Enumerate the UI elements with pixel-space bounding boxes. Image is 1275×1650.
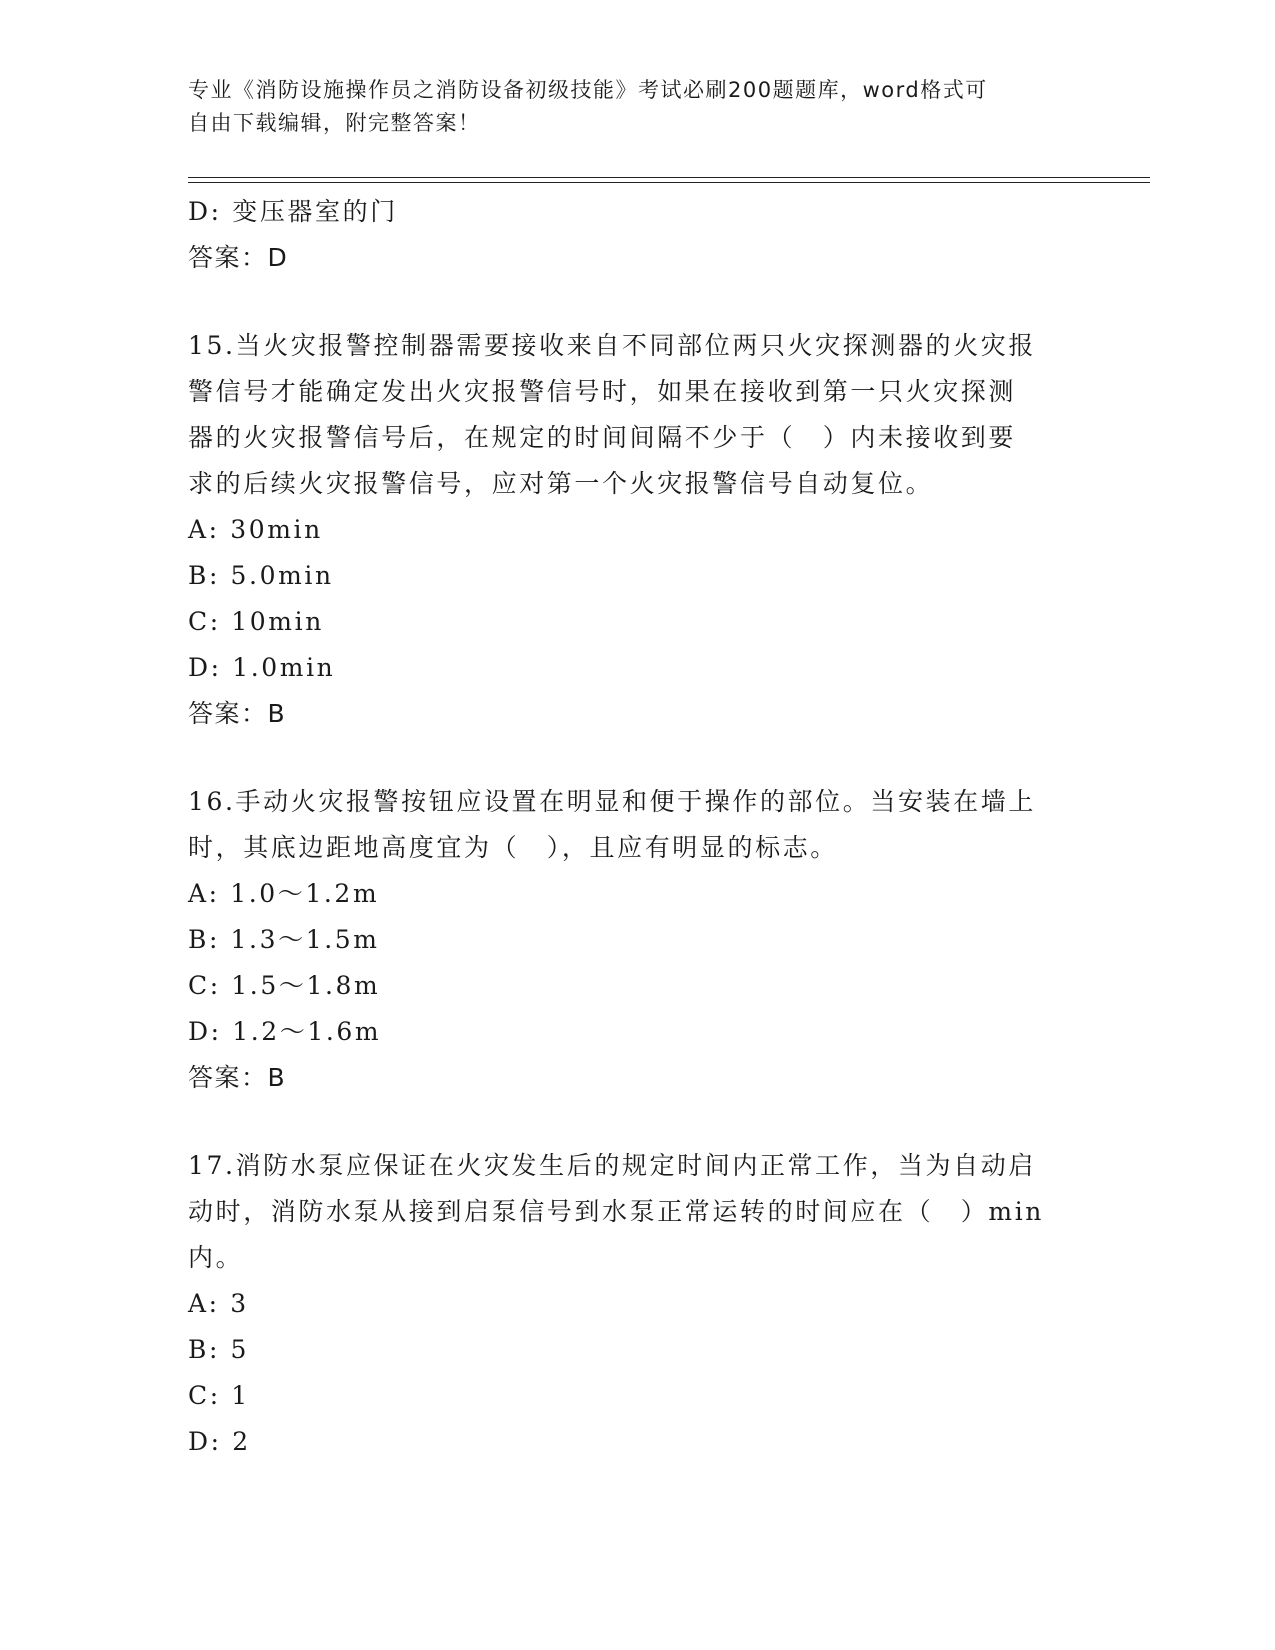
- prev-option-d: D: 变压器室的门: [188, 197, 398, 226]
- option-a: A: 30min: [188, 515, 323, 544]
- question-text-line: 动时，消防水泵从接到启泵信号到水泵正常运转的时间应在（ ）min: [188, 1197, 1045, 1226]
- header-rule-bottom: [188, 182, 1150, 183]
- option-a: A: 1.0～1.2m: [188, 879, 380, 908]
- question-text-line: 16.手动火灾报警按钮应设置在明显和便于操作的部位。当安装在墙上: [188, 787, 1036, 816]
- question-text-line: 器的火灾报警信号后，在规定的时间间隔不少于（ ）内未接收到要: [188, 423, 1017, 452]
- page-header: [188, 74, 1088, 140]
- question-text-line: 求的后续火灾报警信号，应对第一个火灾报警信号自动复位。: [188, 469, 934, 498]
- document-body: [188, 189, 1088, 1465]
- question-text-line: 15.当火灾报警控制器需要接收来自不同部位两只火灾探测器的火灾报: [188, 331, 1036, 360]
- prev-answer: 答案：D: [188, 243, 289, 272]
- question-text-line: 警信号才能确定发出火灾报警信号时，如果在接收到第一只火灾探测: [188, 377, 1017, 406]
- question-17: [188, 1143, 1088, 1465]
- question-text-line: 时，其底边距地高度宜为（ ），且应有明显的标志。: [188, 833, 838, 862]
- option-c: C: 1.5～1.8m: [188, 971, 381, 1000]
- header-line-2: 自由下载编辑，附完整答案！: [188, 111, 481, 135]
- option-d: D: 2: [188, 1427, 251, 1456]
- option-a: A: 3: [188, 1289, 249, 1318]
- option-d: D: 1.2～1.6m: [188, 1017, 382, 1046]
- option-b: B: 1.3～1.5m: [188, 925, 380, 954]
- question-text-line: 内。: [188, 1243, 244, 1272]
- header-line-1: 专业《消防设施操作员之消防设备初级技能》考试必刷200题题库，word格式可: [188, 78, 988, 102]
- header-rule-top: [188, 177, 1150, 178]
- answer: 答案：B: [188, 699, 287, 728]
- question-text-line: 17.消防水泵应保证在火灾发生后的规定时间内正常工作，当为自动启: [188, 1151, 1036, 1180]
- question-16: [188, 779, 1088, 1101]
- option-b: B: 5.0min: [188, 561, 334, 590]
- option-c: C: 1: [188, 1381, 250, 1410]
- option-d: D: 1.0min: [188, 653, 336, 682]
- option-b: B: 5: [188, 1335, 250, 1364]
- answer: 答案：B: [188, 1063, 287, 1092]
- option-c: C: 10min: [188, 607, 324, 636]
- question-15: [188, 323, 1088, 737]
